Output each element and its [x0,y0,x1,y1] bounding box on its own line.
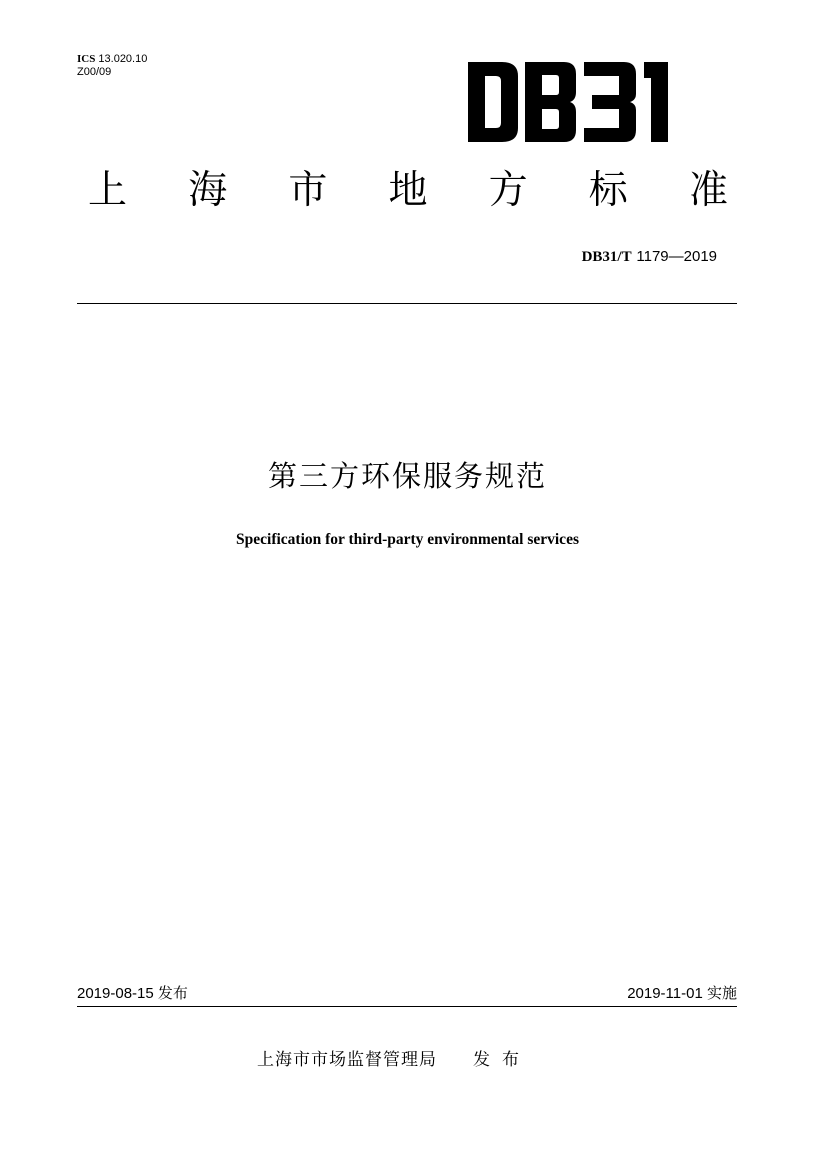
ics-line [77,53,147,66]
implement-date: 2019-11-01 [627,985,703,1002]
standard-type-char: 地 [388,168,428,213]
classification-codes [77,53,147,79]
top-divider [77,303,737,304]
publisher-line [257,1048,531,1072]
implement-date-line [627,983,737,1004]
document-subtitle-english: Specification for third-party environmental services [236,531,579,548]
ics-label: ICS [77,53,96,65]
document-title: 第三方环保服务规范 [267,459,547,493]
standard-type-char: 上 [88,168,128,213]
db31-logo-graphic [468,62,690,142]
ics-code: 13.020.10 [98,53,148,65]
standard-number-prefix: DB31/T [581,249,632,265]
ccs-code: Z00/09 [77,66,112,78]
standard-type-heading [88,166,728,216]
standard-type-char: 标 [588,168,628,213]
issue-label: 发布 [157,984,188,1002]
issue-date-line [77,983,188,1004]
publisher-action: 发布 [473,1050,531,1070]
standard-type-char: 市 [288,168,328,213]
standard-number-value: 1179—2019 [636,248,717,265]
bottom-divider [77,1006,737,1007]
publisher-organization: 上海市市场监督管理局 [257,1050,437,1070]
standard-type-char: 海 [188,168,228,213]
db31-logo [468,62,690,142]
standard-type-char: 准 [688,168,728,213]
standard-type-char: 方 [488,168,528,213]
implement-label: 实施 [706,984,737,1002]
issue-date: 2019-08-15 [77,985,154,1002]
standard-number [582,246,717,267]
